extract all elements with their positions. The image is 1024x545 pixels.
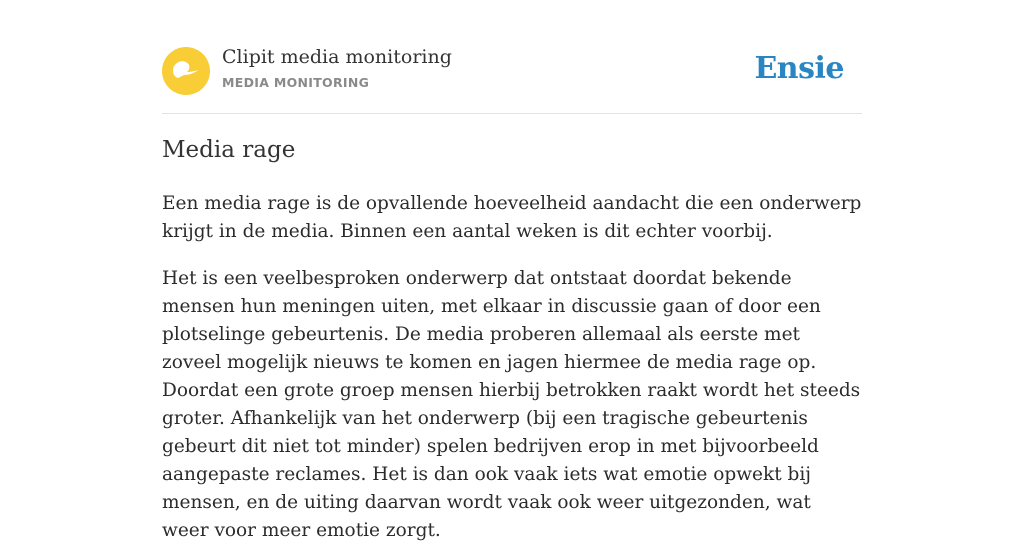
definition-paragraph: Het is een veelbesproken onderwerp dat ontstaat doordat bekende mensen hun meningen uiten, met elkaar in discussie gaan of door een plotselinge gebeurtenis. De media proberen allemaal als eerste met zoveel mogelijk nieuws te komen en jagen hiermee de media rage op. Doordat een grote groep mensen hierbij betrokken raakt wordt het steeds groter. Afhankelijk van het onderwerp (bij een tragische gebeurtenis gebeurt dit niet tot minder) spelen bedrijven erop in met bijvoorbeeld aangepaste reclames. Het is dan ook vaak iets wat emotie opwekt bij mensen, en de uiting daarvan wordt vaak ook weer uitgezonden, wat weer voor meer emotie zorgt. — [162, 268, 861, 541]
speech-bubble-icon — [162, 47, 210, 95]
author-name[interactable]: Clipit media monitoring — [222, 46, 452, 68]
ensie-logo[interactable]: Ensie — [754, 51, 844, 86]
author-subtitle: MEDIA MONITORING — [222, 75, 370, 90]
definition-paragraph: Een media rage is de opvallende hoeveelheid aandacht die een onderwerp krijgt in de media. Binnen een aantal weken is dit echter voorbij. — [162, 193, 862, 242]
definition-card — [162, 0, 862, 541]
page-title: Media rage — [162, 137, 296, 163]
author-avatar[interactable] — [162, 47, 210, 95]
card-header — [162, 0, 862, 114]
